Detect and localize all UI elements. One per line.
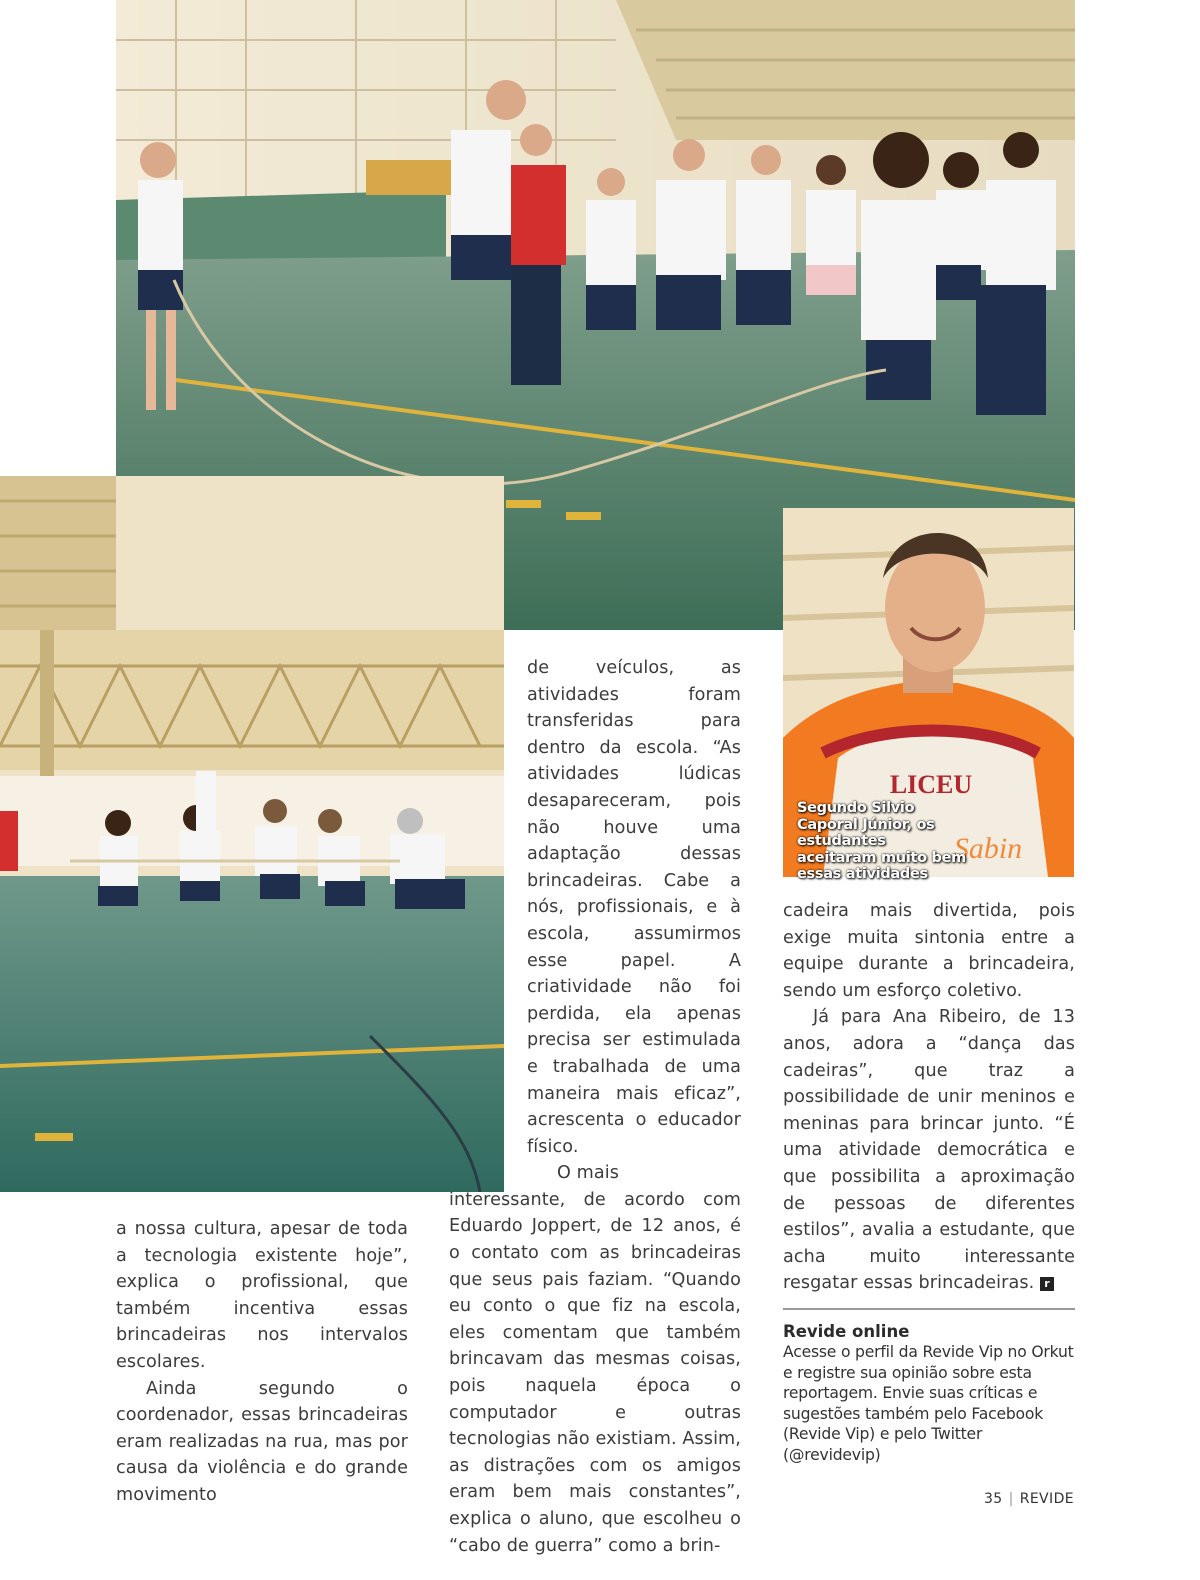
revide-online-box xyxy=(783,1308,1075,1465)
sidebar-body: Acesse o perfil da Revide Vip no Orkut e registre sua opinião sobre esta reportagem. Envie suas críticas e sugestões também pelo Facebook (Revide Vip) e pelo Twitter (@revidevip) xyxy=(783,1343,1074,1464)
article-column-2 xyxy=(449,655,741,1559)
article-column-1 xyxy=(116,1216,408,1509)
column3-paragraph-2-text: Já para Ana Ribeiro, de 13 anos, adora a “dança das cadeiras”, que traz a possibilidade de unir meninos e meninas para brincar junto. “É uma atividade democrática e que possibilita a aproximação de pessoas de diferentes estilos”, avalia a estudante, que acha muito interessante resgatar essas brincadeiras. xyxy=(783,1007,1075,1294)
sidebar-title: Revide online xyxy=(783,1322,910,1341)
shirt-script-text: Sabin xyxy=(953,832,1023,865)
article-column-3 xyxy=(783,898,1075,1297)
folio-separator: | xyxy=(1008,1491,1014,1507)
column2-paragraph-1: de veículos, as atividades foram transferidas para dentro da escola. “As atividades lúdicas desapareceram, pois não houve uma adaptação dessas brincadeiras. Cabe a nós, profissionais, e à escola, assumirmos esse papel. A criatividade não foi perdida, ela apenas precisa ser estimulada e trabalhada de uma maneira mais eficaz”, acrescenta o educador físico. xyxy=(527,658,741,1157)
magazine-name: REVIDE xyxy=(1019,1491,1074,1507)
column2-paragraph-2-continued: interessante, de acordo com Eduardo Joppert, de 12 anos, é o contato com as brincadeiras que seus pais faziam. “Quando eu conto o que fiz na escola, eles comentam que também brincavam das mesmas coisas, pois naquela época o computador e outras tecnologias não existiam. Assim, as distrações com os amigos eram bem mais constantes”, explica o aluno, que escolheu o “cabo de guerra” como a brin- xyxy=(449,1189,741,1556)
page-folio xyxy=(984,1491,1074,1507)
tug-of-war-photo xyxy=(0,476,504,1192)
column2-paragraph-2: O mais xyxy=(557,1163,620,1184)
column3-paragraph-2 xyxy=(783,1004,1075,1297)
page-number: 35 xyxy=(983,1491,1003,1507)
column1-paragraph-1: a nossa cultura, apesar de toda a tecnologia existente hoje”, explica o profissional, que também incentiva essas brincadeiras nos intervalos escolares. xyxy=(116,1219,408,1372)
column3-paragraph-1: cadeira mais divertida, pois exige muita sintonia entre a equipe durante a brincadeira, sendo um esforço coletivo. xyxy=(783,901,1075,1001)
end-mark-icon: r xyxy=(1040,1277,1054,1291)
photo-caption: Segundo Silvio Caporal Júnior, os estudantes aceitaram muito bem essas atividades xyxy=(797,800,966,882)
column1-paragraph-2: Ainda segundo o coordenador, essas brincadeiras eram realizadas na rua, mas por causa da violência e do grande movimento xyxy=(116,1378,408,1505)
shirt-logo-text: LICEU xyxy=(889,770,973,799)
